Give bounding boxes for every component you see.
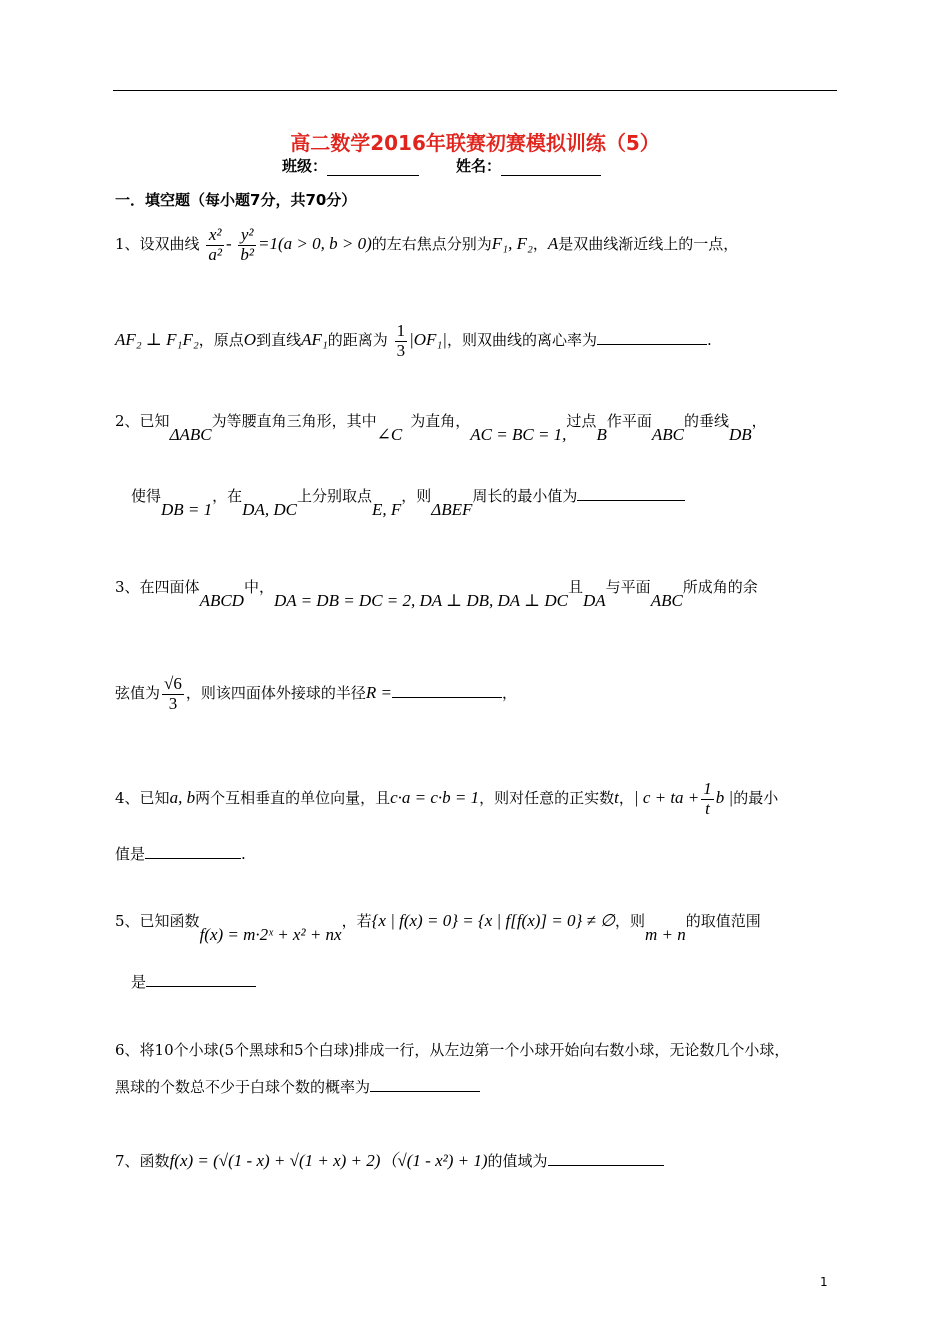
answer-blank-3[interactable] bbox=[392, 681, 502, 698]
question-1-line-1: 1、设双曲线 $\frac{\text{x²}}{\text{a²}}$ - $\frac{\text{y²}}{\text{b²}}$ =1(a > 0, b > 0)的左右焦点分别为F₁, F₂，A是双曲线渐近线上的一点， bbox=[115, 225, 739, 264]
question-1-line-2: AF₂ ⊥ F₁F₂，原点O到直线AF₁的距离为 $\frac{1}{3}$ |OF₁|，则双曲线的离心率为 . bbox=[115, 321, 712, 360]
question-3-line-2: 弦值为 $\frac{√6}{3}$ ，则该四面体外接球的半径R = ， bbox=[115, 674, 517, 713]
class-label: 班级： bbox=[282, 157, 328, 175]
class-blank[interactable] bbox=[327, 160, 419, 176]
question-5-line-2: 是 bbox=[131, 970, 256, 992]
answer-blank-2[interactable] bbox=[577, 484, 685, 501]
name-label: 姓名： bbox=[456, 157, 502, 175]
name-blank[interactable] bbox=[501, 160, 601, 176]
class-field bbox=[282, 155, 419, 176]
answer-blank-7[interactable] bbox=[548, 1149, 664, 1166]
question-7-line-1: 7、函数f(x) = (√(1 - x) + √(1 + x) + 2)（√(1 - x²) + 1)的值域为 bbox=[115, 1146, 664, 1171]
answer-blank-5[interactable] bbox=[146, 970, 256, 987]
fraction-one-over-t: $\frac{1}{t}$ bbox=[703, 779, 712, 818]
question-2-line-2: 使得DB = 1，在DA, DC上分别取点E, F，则ΔBEF周长的最小值为 bbox=[131, 484, 685, 506]
question-6-line-2: 黑球的个数总不少于白球个数的概率为 bbox=[115, 1075, 480, 1097]
answer-blank-4[interactable] bbox=[145, 842, 241, 859]
header-rule bbox=[113, 90, 837, 91]
question-6-line-1: 6、将10个小球(5个黑球和5个白球)排成一行，从左边第一个小球开始向右数小球，无论数几个小球， bbox=[115, 1041, 790, 1059]
question-5-line-1: 5、已知函数f(x) = m·2ˣ + x² + nx，若{x | f(x) = 0} = {x | f[f(x)] = 0} ≠ ∅，则m + n的取值范围 bbox=[115, 911, 761, 944]
fraction-one-third: $\frac{1}{3}$ bbox=[396, 321, 406, 360]
hyperbola-condition: =1(a > 0, b > 0) bbox=[258, 234, 372, 254]
answer-blank-6[interactable] bbox=[370, 1075, 480, 1092]
question-3-line-1: 3、在四面体ABCD中，DA = DB = DC = 2, DA ⊥ DB, DA ⊥ DC且DA与平面ABC所成角的余 bbox=[115, 578, 758, 610]
fraction-x: $\frac{\text{x²}}{\text{a²}}$ bbox=[208, 225, 222, 264]
fraction-y: $\frac{\text{y²}}{\text{b²}}$ bbox=[240, 225, 255, 264]
question-4-line-1: 4、已知a, b两个互相垂直的单位向量，且c·a = c·b = 1，则对任意的正实数t，| c + ta + $\frac{1}{t}$ b |的最小 bbox=[115, 779, 779, 818]
section-heading: 一．填空题（每小题7分，共70分） bbox=[115, 191, 357, 209]
question-4-line-2: 值是 . bbox=[115, 842, 246, 864]
question-2-line-1: 2、已知ΔABC为等腰直角三角形，其中∠C为直角，AC = BC = 1,过点B作平面ABC的垂线DB， bbox=[115, 412, 767, 444]
name-field bbox=[456, 155, 601, 176]
fraction-sqrt6-over-3: $\frac{√6}{3}$ bbox=[164, 674, 182, 713]
answer-blank-1[interactable] bbox=[597, 328, 707, 345]
page-title: 高二数学2016年联赛初赛模拟训练（5） bbox=[290, 131, 660, 155]
page-number: 1 bbox=[820, 1275, 828, 1289]
